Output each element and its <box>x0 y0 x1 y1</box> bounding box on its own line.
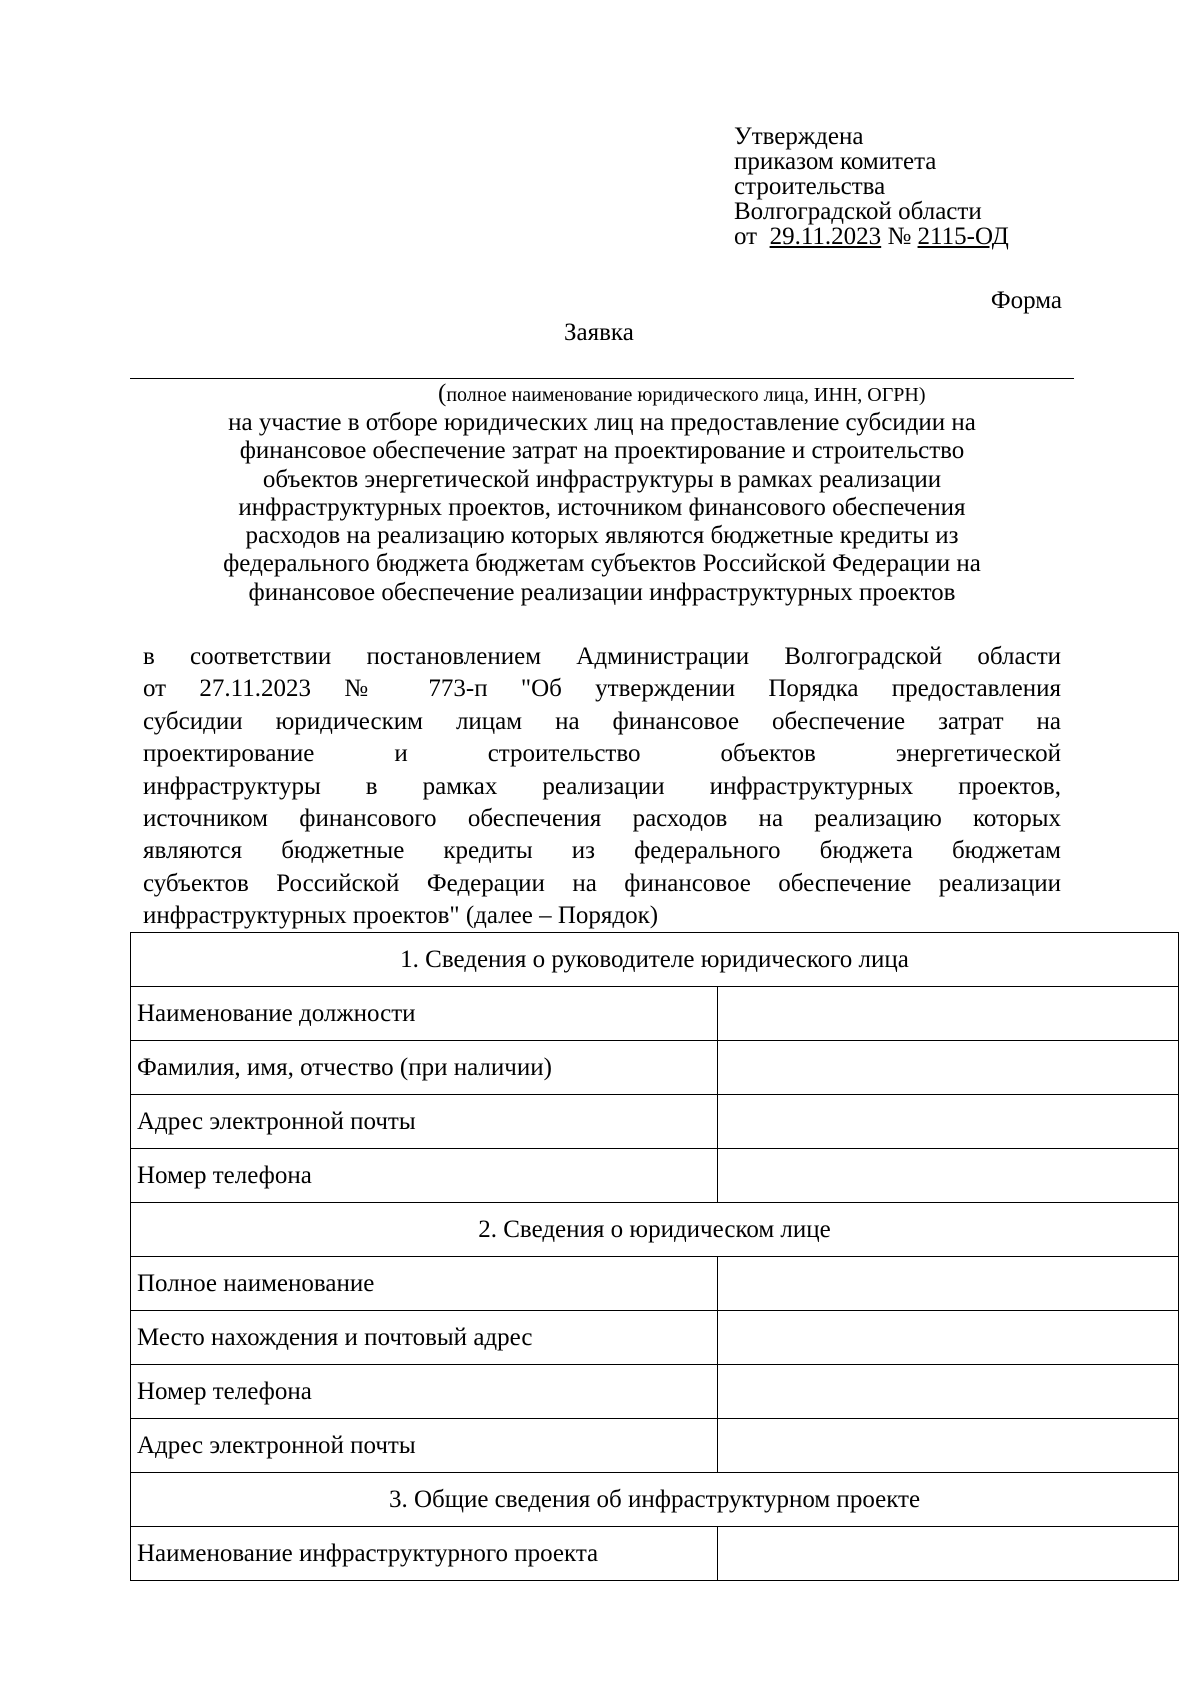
field-label: Полное наименование <box>131 1257 718 1311</box>
field-value-cell[interactable] <box>717 1257 1178 1311</box>
application-form-table <box>130 932 1179 1581</box>
section-header-row <box>131 1473 1179 1527</box>
field-label: Место нахождения и почтовый адрес <box>131 1311 718 1365</box>
application-subject <box>130 409 1074 607</box>
table-row <box>131 1257 1179 1311</box>
basis-line: в соответствии постановлением Администрации Волгоградской области <box>143 643 1061 670</box>
field-label: Фамилия, имя, отчество (при наличии) <box>131 1041 718 1095</box>
approval-line-2: приказом комитета <box>734 148 937 175</box>
subject-line: расходов на реализацию которых являются бюджетные кредиты из <box>245 522 959 550</box>
basis-line: субъектов Российской Федерации на финансовое обеспечение реализации <box>143 869 1061 897</box>
hint-text: полное наименование юридического лица, ИНН, ОГРН) <box>446 384 926 406</box>
approval-number: 2115-ОД <box>917 223 1009 250</box>
basis-line: источником финансового обеспечения расходов на реализацию которых <box>143 804 1061 832</box>
subject-line: инфраструктурных проектов, источником финансового обеспечения <box>238 493 966 521</box>
legal-basis-paragraph <box>143 641 1061 933</box>
basis-line: проектирование и строительство объектов энергетической <box>143 740 1061 768</box>
subject-line: финансовое обеспечение реализации инфраструктурных проектов <box>248 578 956 606</box>
field-value-cell[interactable] <box>717 987 1178 1041</box>
table-row <box>131 1041 1179 1095</box>
form-label: Форма <box>990 287 1062 314</box>
approval-date-line <box>734 224 1009 249</box>
basis-line: от 27.11.2023 № 773-п "Об утверждении Порядка предоставления <box>143 675 1061 703</box>
approval-stamp-block <box>734 124 1009 249</box>
table-row <box>131 1527 1179 1581</box>
approval-date: 29.11.2023 <box>769 223 882 250</box>
field-value-cell[interactable] <box>717 1419 1178 1473</box>
table-row <box>131 1095 1179 1149</box>
organization-name-blank-line <box>130 378 1074 379</box>
table-row <box>131 1365 1179 1419</box>
basis-line: являются бюджетные кредиты из федерального бюджета бюджетам <box>143 837 1061 865</box>
section-title: 2. Сведения о юридическом лице <box>131 1203 1179 1257</box>
basis-line: субсидии юридическим лицам на финансовое обеспечение затрат на <box>143 707 1061 735</box>
subject-line: федерального бюджета бюджетам субъектов Российской Федерации на <box>223 550 981 578</box>
field-label: Номер телефона <box>131 1365 718 1419</box>
approval-line-1: Утверждена <box>734 123 864 150</box>
section-title: 3. Общие сведения об инфраструктурном проекте <box>131 1473 1179 1527</box>
table-row <box>131 1311 1179 1365</box>
basis-line: инфраструктурных проектов" (далее – Порядок) <box>143 902 659 930</box>
approval-date-prefix: от <box>734 223 758 250</box>
field-label: Адрес электронной почты <box>131 1095 718 1149</box>
field-label: Адрес электронной почты <box>131 1419 718 1473</box>
organization-name-hint <box>438 380 926 409</box>
field-value-cell[interactable] <box>717 1527 1178 1581</box>
field-value-cell[interactable] <box>717 1149 1178 1203</box>
field-label: Наименование инфраструктурного проекта <box>131 1527 718 1581</box>
hint-open-paren: ( <box>438 380 447 407</box>
section-header-row <box>131 933 1179 987</box>
section-title: 1. Сведения о руководителе юридического лица <box>131 933 1179 987</box>
basis-line: инфраструктуры в рамках реализации инфраструктурных проектов, <box>143 772 1061 800</box>
approval-number-sign: № <box>887 223 912 250</box>
subject-line: финансовое обеспечение затрат на проектирование и строительство <box>239 437 965 465</box>
field-value-cell[interactable] <box>717 1095 1178 1149</box>
field-label: Наименование должности <box>131 987 718 1041</box>
document-title: Заявка <box>564 319 634 346</box>
field-value-cell[interactable] <box>717 1041 1178 1095</box>
subject-line: объектов энергетической инфраструктуры в рамках реализации <box>262 465 942 493</box>
table-row <box>131 1419 1179 1473</box>
subject-line: на участие в отборе юридических лиц на предоставление субсидии на <box>228 409 976 436</box>
table-row <box>131 987 1179 1041</box>
approval-line-4: Волгоградской области <box>734 198 982 225</box>
approval-line-3: строительства <box>734 173 886 200</box>
field-value-cell[interactable] <box>717 1311 1178 1365</box>
table-row <box>131 1149 1179 1203</box>
field-label: Номер телефона <box>131 1149 718 1203</box>
field-value-cell[interactable] <box>717 1365 1178 1419</box>
section-header-row <box>131 1203 1179 1257</box>
